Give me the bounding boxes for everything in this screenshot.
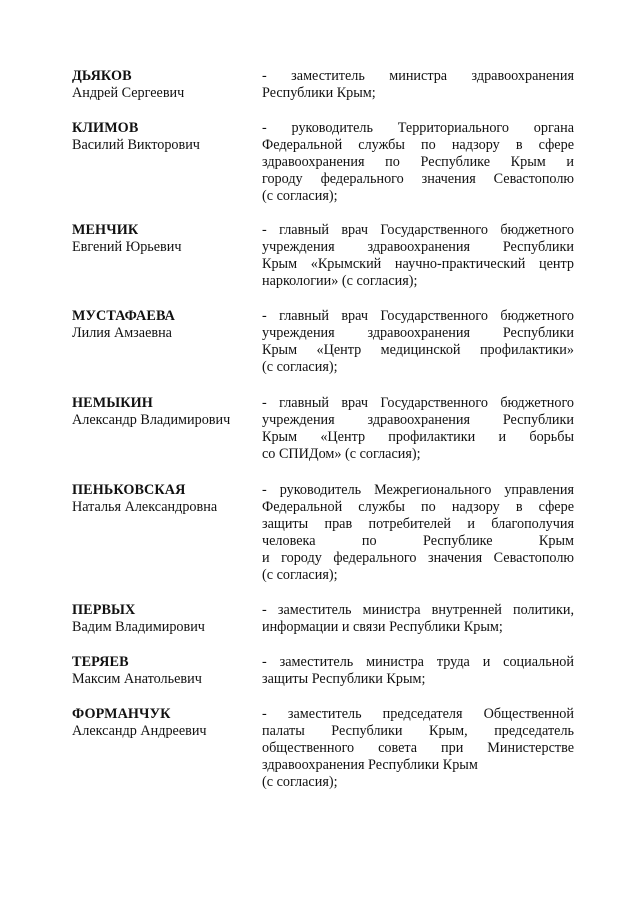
role-line: - главный врач Государственного бюджетного — [262, 222, 574, 238]
role-line: общественного совета при Министерстве — [262, 740, 574, 756]
role-line: учреждения здравоохранения Республики — [262, 325, 574, 341]
member-given-name: Лилия Амзаевна — [72, 325, 172, 341]
role-line: - руководитель Территориального органа — [262, 120, 574, 136]
role-line: - заместитель министра труда и социальной — [262, 654, 574, 670]
member-given-name: Андрей Сергеевич — [72, 85, 185, 101]
role-line: учреждения здравоохранения Республики — [262, 239, 574, 255]
role-line: защиты Республики Крым; — [262, 671, 426, 687]
member-given-name: Александр Владимирович — [72, 412, 231, 428]
role-line: Федеральной службы по надзору в сфере — [262, 499, 574, 515]
member-surname: МУСТАФАЕВА — [72, 308, 175, 324]
member-surname: ДЬЯКОВ — [72, 68, 132, 84]
role-line: (с согласия); — [262, 359, 338, 375]
member-surname: ТЕРЯЕВ — [72, 654, 129, 670]
role-line: со СПИДом» (с согласия); — [262, 446, 421, 462]
member-given-name: Василий Викторович — [72, 137, 200, 153]
role-line: Республики Крым; — [262, 85, 376, 101]
member-surname: НЕМЫКИН — [72, 395, 153, 411]
role-line: Крым «Центр медицинской профилактики» — [262, 342, 574, 358]
role-line: защиты прав потребителей и благополучия — [262, 516, 574, 532]
member-role — [262, 706, 574, 791]
member-name — [72, 654, 257, 688]
role-line: - заместитель министра внутренней политики, — [262, 602, 574, 618]
role-line: Крым «Крымский научно-практический центр — [262, 256, 574, 272]
member-name — [72, 395, 257, 429]
member-name — [72, 308, 257, 342]
member-surname: МЕНЧИК — [72, 222, 139, 238]
role-line: наркологии» (с согласия); — [262, 273, 418, 289]
role-line: учреждения здравоохранения Республики — [262, 412, 574, 428]
role-line: и городу федерального значения Севастополю — [262, 550, 574, 566]
member-name — [72, 120, 257, 154]
role-line: (с согласия); — [262, 567, 338, 583]
member-name — [72, 602, 257, 636]
role-line: здравоохранения по Республике Крым и — [262, 154, 574, 170]
member-given-name: Евгений Юрьевич — [72, 239, 182, 255]
member-surname: ФОРМАНЧУК — [72, 706, 171, 722]
member-name — [72, 482, 257, 516]
member-surname: ПЕРВЫХ — [72, 602, 136, 618]
role-line: - заместитель председателя Общественной — [262, 706, 574, 722]
member-role — [262, 222, 574, 290]
role-line: (с согласия); — [262, 188, 338, 204]
role-line: - главный врач Государственного бюджетного — [262, 395, 574, 411]
member-role — [262, 482, 574, 584]
role-line: городу федерального значения Севастополю — [262, 171, 574, 187]
member-name — [72, 68, 257, 102]
role-line: здравоохранения Республики Крым — [262, 757, 478, 773]
member-surname: КЛИМОВ — [72, 120, 139, 136]
member-given-name: Наталья Александровна — [72, 499, 218, 515]
role-line: Федеральной службы по надзору в сфере — [262, 137, 574, 153]
role-line: палаты Республики Крым, председатель — [262, 723, 574, 739]
member-role — [262, 654, 574, 688]
role-line: информации и связи Республики Крым; — [262, 619, 503, 635]
member-role — [262, 120, 574, 205]
role-line: - главный врач Государственного бюджетного — [262, 308, 574, 324]
member-role — [262, 602, 574, 636]
member-given-name: Александр Андреевич — [72, 723, 207, 739]
role-line: человека по Республике Крым — [262, 533, 574, 549]
member-given-name: Максим Анатольевич — [72, 671, 202, 687]
member-name — [72, 706, 257, 740]
member-surname: ПЕНЬКОВСКАЯ — [72, 482, 186, 498]
member-name — [72, 222, 257, 256]
role-line: - заместитель министра здравоохранения — [262, 68, 574, 84]
member-role — [262, 395, 574, 463]
member-given-name: Вадим Владимирович — [72, 619, 205, 635]
role-line: Крым «Центр профилактики и борьбы — [262, 429, 574, 445]
member-role — [262, 68, 574, 102]
role-line: - руководитель Межрегионального управления — [262, 482, 574, 498]
member-role — [262, 308, 574, 376]
role-line: (с согласия); — [262, 774, 338, 790]
